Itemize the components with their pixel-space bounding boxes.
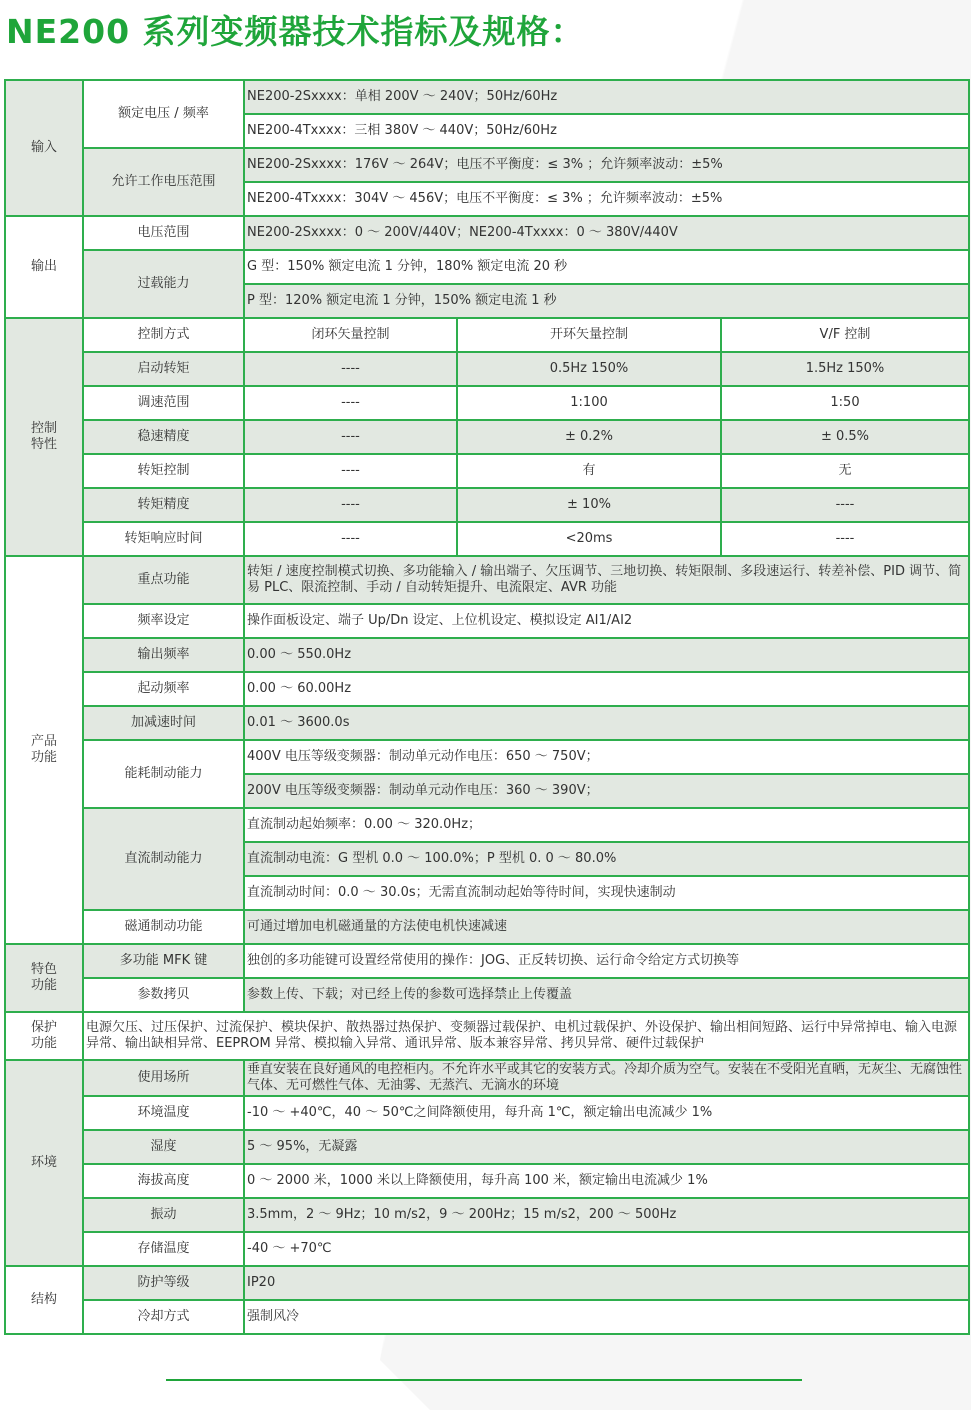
cell: ± 10%	[457, 488, 721, 522]
row-label: 启动转矩	[83, 352, 244, 386]
row-label: 加减速时间	[83, 706, 244, 740]
row-label: 振动	[83, 1198, 244, 1232]
table-row	[5, 638, 969, 672]
cell: ----	[721, 488, 969, 522]
table-row	[5, 944, 969, 978]
row-label: 额定电压 / 频率	[83, 80, 244, 148]
cell: 1.5Hz 150%	[721, 352, 969, 386]
table-row	[5, 522, 969, 556]
cell: 1:100	[457, 386, 721, 420]
row-label: 冷却方式	[83, 1300, 244, 1334]
table-row	[5, 978, 969, 1012]
table-row	[5, 706, 969, 740]
row-label: 控制方式	[83, 318, 244, 352]
table-row	[5, 216, 969, 250]
row-value: IP20	[244, 1266, 969, 1300]
row-label: 转矩响应时间	[83, 522, 244, 556]
category-label: 产品功能	[31, 734, 58, 765]
category-label: 控制特性	[31, 421, 58, 452]
row-value: 操作面板设定、端子 Up/Dn 设定、上位机设定、模拟设定 AI1/AI2	[244, 604, 969, 638]
category-feature	[5, 944, 83, 1012]
cell: ----	[244, 522, 457, 556]
row-value: 电源欠压、过压保护、过流保护、模块保护、散热器过热保护、变频器过载保护、电机过载保护、外设保护、输出相间短路、运行中异常掉电、输入电源异常、输出缺相异常、EEPROM 异常、模拟输入异常、通讯异常、版本兼容异常、拷贝异常、硬件过载保护	[83, 1012, 969, 1060]
cell: 0.5Hz 150%	[457, 352, 721, 386]
cell: <20ms	[457, 522, 721, 556]
row-value: 独创的多功能键可设置经常使用的操作：JOG、正反转切换、运行命令给定方式切换等	[244, 944, 969, 978]
category-protection	[5, 1012, 83, 1060]
table-row	[5, 604, 969, 638]
row-label: 输出频率	[83, 638, 244, 672]
row-value: 0.01 ～ 3600.0s	[244, 706, 969, 740]
table-row	[5, 1266, 969, 1300]
row-label: 过载能力	[83, 250, 244, 318]
row-label: 调速范围	[83, 386, 244, 420]
category-output: 输出	[5, 216, 83, 318]
table-row	[5, 808, 969, 842]
row-label: 防护等级	[83, 1266, 244, 1300]
table-row	[5, 1060, 969, 1096]
row-value: 0.00 ～ 550.0Hz	[244, 638, 969, 672]
cell: ----	[721, 522, 969, 556]
cell: ± 0.2%	[457, 420, 721, 454]
category-input: 输入	[5, 80, 83, 216]
table-row	[5, 1300, 969, 1334]
row-value: 参数上传、下载；对已经上传的参数可选择禁止上传覆盖	[244, 978, 969, 1012]
table-row	[5, 80, 969, 114]
column-header: 开环矢量控制	[457, 318, 721, 352]
row-value: 直流制动时间：0.0 ～ 30.0s；无需直流制动起始等待时间，实现快速制动	[244, 876, 969, 910]
row-label: 频率设定	[83, 604, 244, 638]
table-row	[5, 1198, 969, 1232]
table-row	[5, 1012, 969, 1060]
row-label: 稳速精度	[83, 420, 244, 454]
row-label: 使用场所	[83, 1060, 244, 1096]
row-value: 强制风冷	[244, 1300, 969, 1334]
table-row	[5, 556, 969, 604]
row-label: 能耗制动能力	[83, 740, 244, 808]
cell: ----	[244, 454, 457, 488]
category-label: 特色功能	[31, 962, 58, 993]
spec-table	[4, 79, 970, 1335]
row-value: 转矩 / 速度控制模式切换、多功能输入 / 输出端子、欠压调节、三地切换、转矩限制、多段速运行、转差补偿、PID 调节、简易 PLC、限流控制、手动 / 自动转矩提升、电流限定、AVR 功能	[244, 556, 969, 604]
row-value: 400V 电压等级变频器：制动单元动作电压：650 ～ 750V；	[244, 740, 969, 774]
table-row	[5, 420, 969, 454]
row-value: NE200-2Sxxxx：单相 200V ～ 240V；50Hz/60Hz	[244, 80, 969, 114]
category-product	[5, 556, 83, 944]
row-value: P 型：120% 额定电流 1 分钟，150% 额定电流 1 秒	[244, 284, 969, 318]
table-row	[5, 488, 969, 522]
row-label: 存储温度	[83, 1232, 244, 1266]
row-value: NE200-4Txxxx：三相 380V ～ 440V；50Hz/60Hz	[244, 114, 969, 148]
row-value: 0.00 ～ 60.00Hz	[244, 672, 969, 706]
row-value: G 型：150% 额定电流 1 分钟，180% 额定电流 20 秒	[244, 250, 969, 284]
row-value: 5 ～ 95%，无凝露	[244, 1130, 969, 1164]
cell: ± 0.5%	[721, 420, 969, 454]
cell: ----	[244, 352, 457, 386]
category-structure: 结构	[5, 1266, 83, 1334]
row-value: 可通过增加电机磁通量的方法使电机快速减速	[244, 910, 969, 944]
table-row	[5, 672, 969, 706]
table-row	[5, 250, 969, 284]
cell: ----	[244, 420, 457, 454]
table-row	[5, 1130, 969, 1164]
footer-divider	[166, 1379, 802, 1381]
column-header: 闭环矢量控制	[244, 318, 457, 352]
page-title: NE200 系列变频器技术指标及规格：	[6, 12, 585, 51]
cell: 1:50	[721, 386, 969, 420]
row-value: 直流制动电流：G 型机 0.0 ～ 100.0%；P 型机 0. 0 ～ 80.0%	[244, 842, 969, 876]
row-value: NE200-4Txxxx：304V ～ 456V；电压不平衡度：≤ 3% ；允许频率波动：±5%	[244, 182, 969, 216]
row-label: 转矩精度	[83, 488, 244, 522]
table-row	[5, 386, 969, 420]
row-label: 海拔高度	[83, 1164, 244, 1198]
row-value: -10 ～ +40℃，40 ～ 50℃之间降额使用，每升高 1℃，额定输出电流减少 1%	[244, 1096, 969, 1130]
table-row	[5, 454, 969, 488]
table-row	[5, 1232, 969, 1266]
row-label: 起动频率	[83, 672, 244, 706]
row-label: 多功能 MFK 键	[83, 944, 244, 978]
row-label: 直流制动能力	[83, 808, 244, 910]
table-row	[5, 148, 969, 182]
row-value: NE200-2Sxxxx：0 ～ 200V/440V；NE200-4Txxxx：0 ～ 380V/440V	[244, 216, 969, 250]
cell: ----	[244, 386, 457, 420]
row-label: 重点功能	[83, 556, 244, 604]
row-label: 磁通制动功能	[83, 910, 244, 944]
table-row	[5, 740, 969, 774]
category-control	[5, 318, 83, 556]
cell: ----	[244, 488, 457, 522]
row-value: 直流制动起始频率：0.00 ～ 320.0Hz；	[244, 808, 969, 842]
table-row	[5, 318, 969, 352]
row-label: 湿度	[83, 1130, 244, 1164]
table-row	[5, 352, 969, 386]
column-header: V/F 控制	[721, 318, 969, 352]
table-row	[5, 1096, 969, 1130]
row-label: 电压范围	[83, 216, 244, 250]
row-label: 参数拷贝	[83, 978, 244, 1012]
category-label: 保护功能	[31, 1020, 58, 1051]
table-row	[5, 1164, 969, 1198]
row-value: 3.5mm，2 ～ 9Hz；10 m/s2，9 ～ 200Hz；15 m/s2，200 ～ 500Hz	[244, 1198, 969, 1232]
cell: 无	[721, 454, 969, 488]
row-label: 环境温度	[83, 1096, 244, 1130]
cell: 有	[457, 454, 721, 488]
row-label: 转矩控制	[83, 454, 244, 488]
table-row	[5, 910, 969, 944]
category-environment: 环境	[5, 1060, 83, 1266]
row-value: NE200-2Sxxxx：176V ～ 264V；电压不平衡度：≤ 3% ；允许频率波动：±5%	[244, 148, 969, 182]
row-value: 垂直安装在良好通风的电控柜内。不允许水平或其它的安装方式。冷却介质为空气。安装在不受阳光直晒，无灰尘、无腐蚀性气体、无可燃性气体、无油雾、无蒸汽、无滴水的环境	[244, 1060, 969, 1096]
row-value: -40 ～ +70℃	[244, 1232, 969, 1266]
row-value: 200V 电压等级变频器：制动单元动作电压：360 ～ 390V；	[244, 774, 969, 808]
row-value: 0 ～ 2000 米，1000 米以上降额使用，每升高 100 米，额定输出电流减少 1%	[244, 1164, 969, 1198]
row-label: 允许工作电压范围	[83, 148, 244, 216]
